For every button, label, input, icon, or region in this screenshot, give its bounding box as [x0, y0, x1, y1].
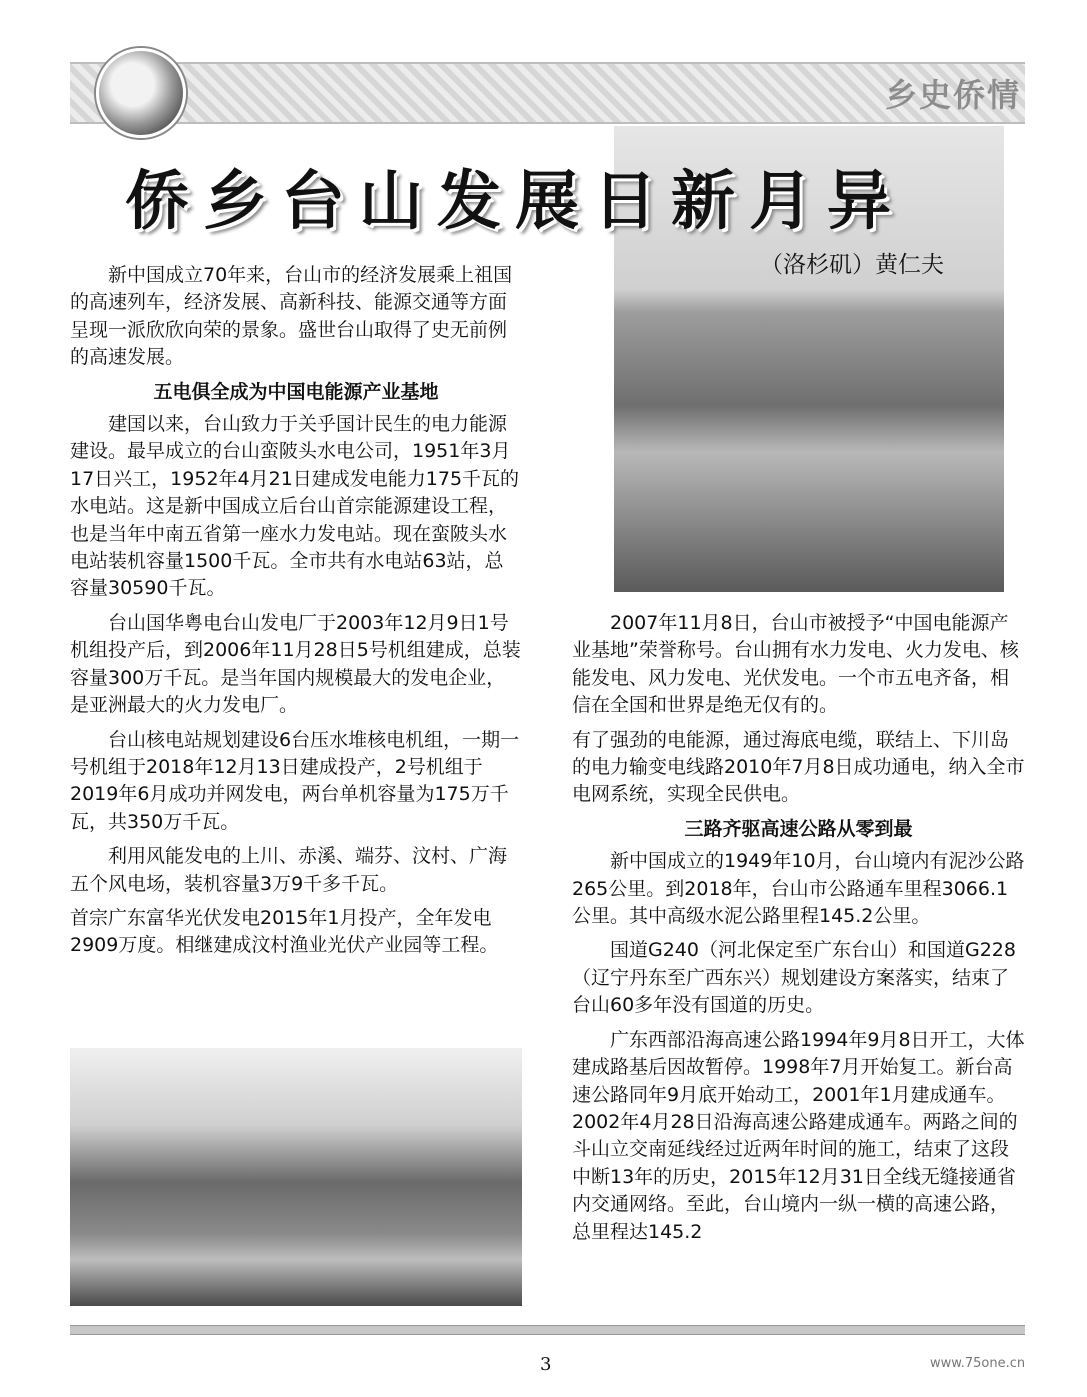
paragraph: 新中国成立的1949年10月，台山境内有泥沙公路265公里。到2018年，台山市公路通车里程3066.1公里。其中高级水泥公路里程145.2公里。 [572, 850, 1025, 928]
subheading-highway: 三路齐驱高速公路从零到最 [684, 817, 913, 840]
paragraph: 国道G240（河北保定至广东台山）和国道G228（辽宁丹东至广西东兴）规划建设方案落实，结束了台山60多年没有国道的历史。 [572, 939, 1016, 1017]
paragraph: 利用风能发电的上川、赤溪、端芬、汶村、广海五个风电场，装机容量3万9千多千瓦。 [70, 845, 508, 895]
header-band [70, 62, 1025, 124]
left-column [70, 262, 522, 967]
power-plant-photo [70, 1048, 522, 1306]
right-column [572, 610, 1025, 1253]
site-watermark: www.75one.cn [930, 1356, 1026, 1371]
paragraph: 台山国华粤电台山发电厂于2003年12月9日1号机组投产后，到2006年11月28日5号机组建成，总装容量300万千瓦。是当年国内规模最大的发电企业，是亚洲最大的火力发电厂。 [70, 611, 521, 717]
paragraph: 首宗广东富华光伏发电2015年1月投产，全年发电2909万度。相继建成汶村渔业光伏产业园等工程。 [70, 906, 499, 957]
article-title: 侨乡台山发展日新月异 [125, 164, 905, 239]
paragraph: 2007年11月8日，台山市被授予“中国电能源产业基地”荣誉称号。台山拥有水力发电、火力发电、核能发电、风力发电、光伏发电。一个市五电齐备，相信在全国和世界是绝无仅有的。 [572, 612, 1019, 717]
article-byline: （洛杉矶）黄仁夫 [760, 252, 944, 278]
header-logo-image [96, 48, 186, 138]
section-title: 乡史侨情 [884, 76, 1021, 114]
subheading-energy: 五电俱全成为中国电能源产业基地 [153, 380, 439, 403]
page-number: 3 [540, 1354, 552, 1375]
paragraph: 广东西部沿海高速公路1994年9月8日开工，大体建成路基后因故暂停。1998年7月开始复工。新台高速公路同年9月底开始动工，2001年1月建成通车。2002年4月28日沿海高速公路建成通车。两路之间的斗山立交南延线经过近两年时间的施工，结束了这段中断13年的历史，2015年12月31日全线无缝接通省内交通网络。至此，台山境内一纵一横的高速公路，总里程达145.2 [572, 1028, 1025, 1243]
footer-divider [70, 1325, 1025, 1335]
paragraph: 台山核电站规划建设6台压水堆核电机组，一期一号机组于2018年12月13日建成投产，2号机组于2019年6月成功并网发电，两台单机容量为175万千瓦，共350万千瓦。 [70, 728, 520, 833]
paragraph: 有了强劲的电能源，通过海底电缆，联结上、下川岛的电力输变电线路2010年7月8日成功通电，纳入全市电网系统，实现全民供电。 [572, 728, 1025, 806]
paragraph: 新中国成立70年来，台山市的经济发展乘上祖国的高速列车，经济发展、高新科技、能源交通等方面呈现一派欣欣向荣的景象。盛世台山取得了史无前例的高速发展。 [70, 264, 513, 369]
paragraph: 建国以来，台山致力于关乎国计民生的电力能源建设。最早成立的台山蛮陂头水电公司，1951年3月17日兴工，1952年4月21日建成发电能力175千瓦的水电站。这是新中国成立后台山首宗能源建设工程，也是当年中南五省第一座水力发电站。现在蛮陂头水电站装机容量1500千瓦。全市共有水电站63站，总容量30590千瓦。 [70, 413, 520, 600]
